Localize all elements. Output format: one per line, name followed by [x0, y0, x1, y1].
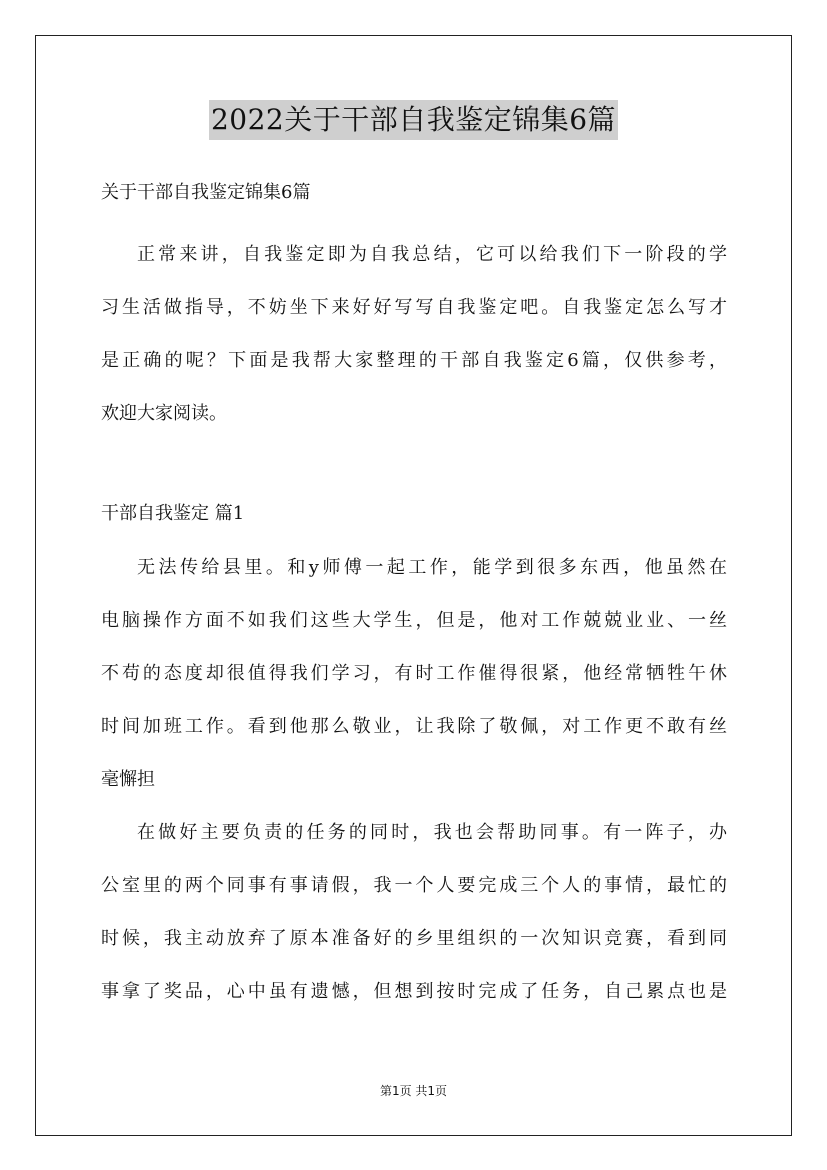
text-line: 无法传给县里。和y师傅一起工作，能学到很多东西，他虽然在: [137, 557, 727, 578]
text-line: 公室里的两个同事有事请假，我一个人要完成三个人的事情，最忙的: [101, 875, 727, 896]
spacer: [101, 440, 727, 495]
text-line: 毫懈担: [101, 769, 155, 790]
document-title: 2022关于干部自我鉴定锦集6篇: [209, 100, 618, 140]
section-heading: 干部自我鉴定 篇1: [101, 503, 245, 524]
text-line: 时候，我主动放弃了原本准备好的乡里组织的一次知识竞赛，看到同: [101, 928, 727, 949]
text-line: 在做好主要负责的任务的同时，我也会帮助同事。有一阵子，办: [137, 822, 727, 843]
title-container: [0, 100, 827, 140]
text-line: 是正确的呢？下面是我帮大家整理的干部自我鉴定6篇，仅供参考，: [101, 350, 727, 371]
paragraph-1: [101, 541, 727, 806]
intro-paragraph: [101, 228, 727, 440]
text-line: 正常来讲，自我鉴定即为自我总结，它可以给我们下一阶段的学: [137, 244, 727, 265]
text-line: 欢迎大家阅读。: [101, 403, 227, 424]
text-line: 时间加班工作。看到他那么敬业，让我除了敬佩，对工作更不敢有丝: [101, 716, 727, 737]
text-line: 不苟的态度却很值得我们学习，有时工作催得很紧，他经常牺牲午休: [101, 663, 727, 684]
document-body: [101, 174, 727, 1018]
document-subtitle: 关于干部自我鉴定锦集6篇: [101, 182, 311, 203]
text-line: 习生活做指导，不妨坐下来好好写写自我鉴定吧。自我鉴定怎么写才: [101, 297, 727, 318]
text-line: 事拿了奖品，心中虽有遗憾，但想到按时完成了任务，自己累点也是: [101, 981, 727, 1002]
paragraph-2: [101, 806, 727, 1018]
text-line: 电脑操作方面不如我们这些大学生，但是，他对工作兢兢业业、一丝: [101, 610, 727, 631]
page-footer: 第1页 共1页: [379, 1084, 448, 1098]
